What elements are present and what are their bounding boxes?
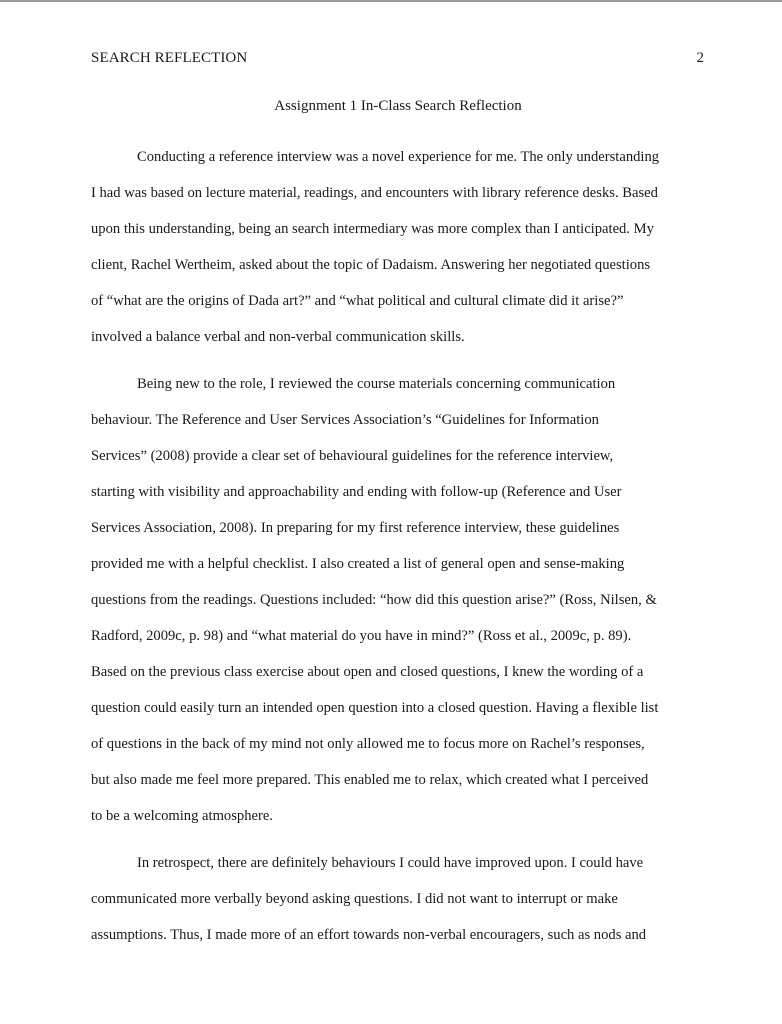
paragraph-line: provided me with a helpful checklist. I also created a list of general open and sense-making [91, 556, 625, 572]
paragraph-2 [91, 366, 703, 834]
paragraph-line: upon this understanding, being an search intermediary was more complex than I anticipated. My [91, 221, 654, 237]
document-title: Assignment 1 In-Class Search Reflection [274, 98, 522, 114]
paragraph-line: question could easily turn an intended open question into a closed question. Having a flexible list [91, 700, 659, 716]
paragraph-line: behaviour. The Reference and User Services Association’s “Guidelines for Information [91, 412, 599, 428]
paragraph-line: Conducting a reference interview was a novel experience for me. The only understanding [137, 149, 660, 165]
paragraph-line: questions from the readings. Questions included: “how did this question arise?” (Ross, Nilsen, & [91, 592, 657, 608]
body-text [91, 139, 703, 953]
paragraph-line: Radford, 2009c, p. 98) and “what material do you have in mind?” (Ross et al., 2009c, p. 89). [91, 628, 632, 644]
paragraph-3 [91, 845, 703, 953]
paragraph-line: Being new to the role, I reviewed the course materials concerning communication [137, 376, 616, 392]
paragraph-1 [91, 139, 703, 355]
paragraph-line: of questions in the back of my mind not only allowed me to focus more on Rachel’s responses, [91, 736, 645, 752]
paragraph-line: to be a welcoming atmosphere. [91, 808, 273, 824]
paragraph-line: assumptions. Thus, I made more of an effort towards non-verbal encouragers, such as nods and [91, 927, 647, 943]
paragraph-line: of “what are the origins of Dada art?” and “what political and cultural climate did it arise?” [91, 293, 624, 309]
paragraph-line: communicated more verbally beyond asking questions. I did not want to interrupt or make [91, 891, 618, 907]
paragraph-line: starting with visibility and approachability and ending with follow-up (Reference and User [91, 484, 622, 500]
paragraph-line: I had was based on lecture material, readings, and encounters with library reference desks. Based [91, 185, 658, 201]
running-head: SEARCH REFLECTION [91, 50, 248, 66]
paragraph-line: but also made me feel more prepared. This enabled me to relax, which created what I perceived [91, 772, 649, 788]
paragraph-line: client, Rachel Wertheim, asked about the topic of Dadaism. Answering her negotiated questions [91, 257, 651, 273]
paragraph-line: Services” (2008) provide a clear set of behavioural guidelines for the reference interview, [91, 448, 614, 464]
paragraph-line: Services Association, 2008). In preparing for my first reference interview, these guidelines [91, 520, 620, 536]
paragraph-line: In retrospect, there are definitely behaviours I could have improved upon. I could have [137, 855, 644, 871]
paragraph-line: Based on the previous class exercise about open and closed questions, I knew the wording of a [91, 664, 644, 680]
page-number: 2 [696, 50, 704, 66]
paragraph-line: involved a balance verbal and non-verbal communication skills. [91, 329, 465, 345]
